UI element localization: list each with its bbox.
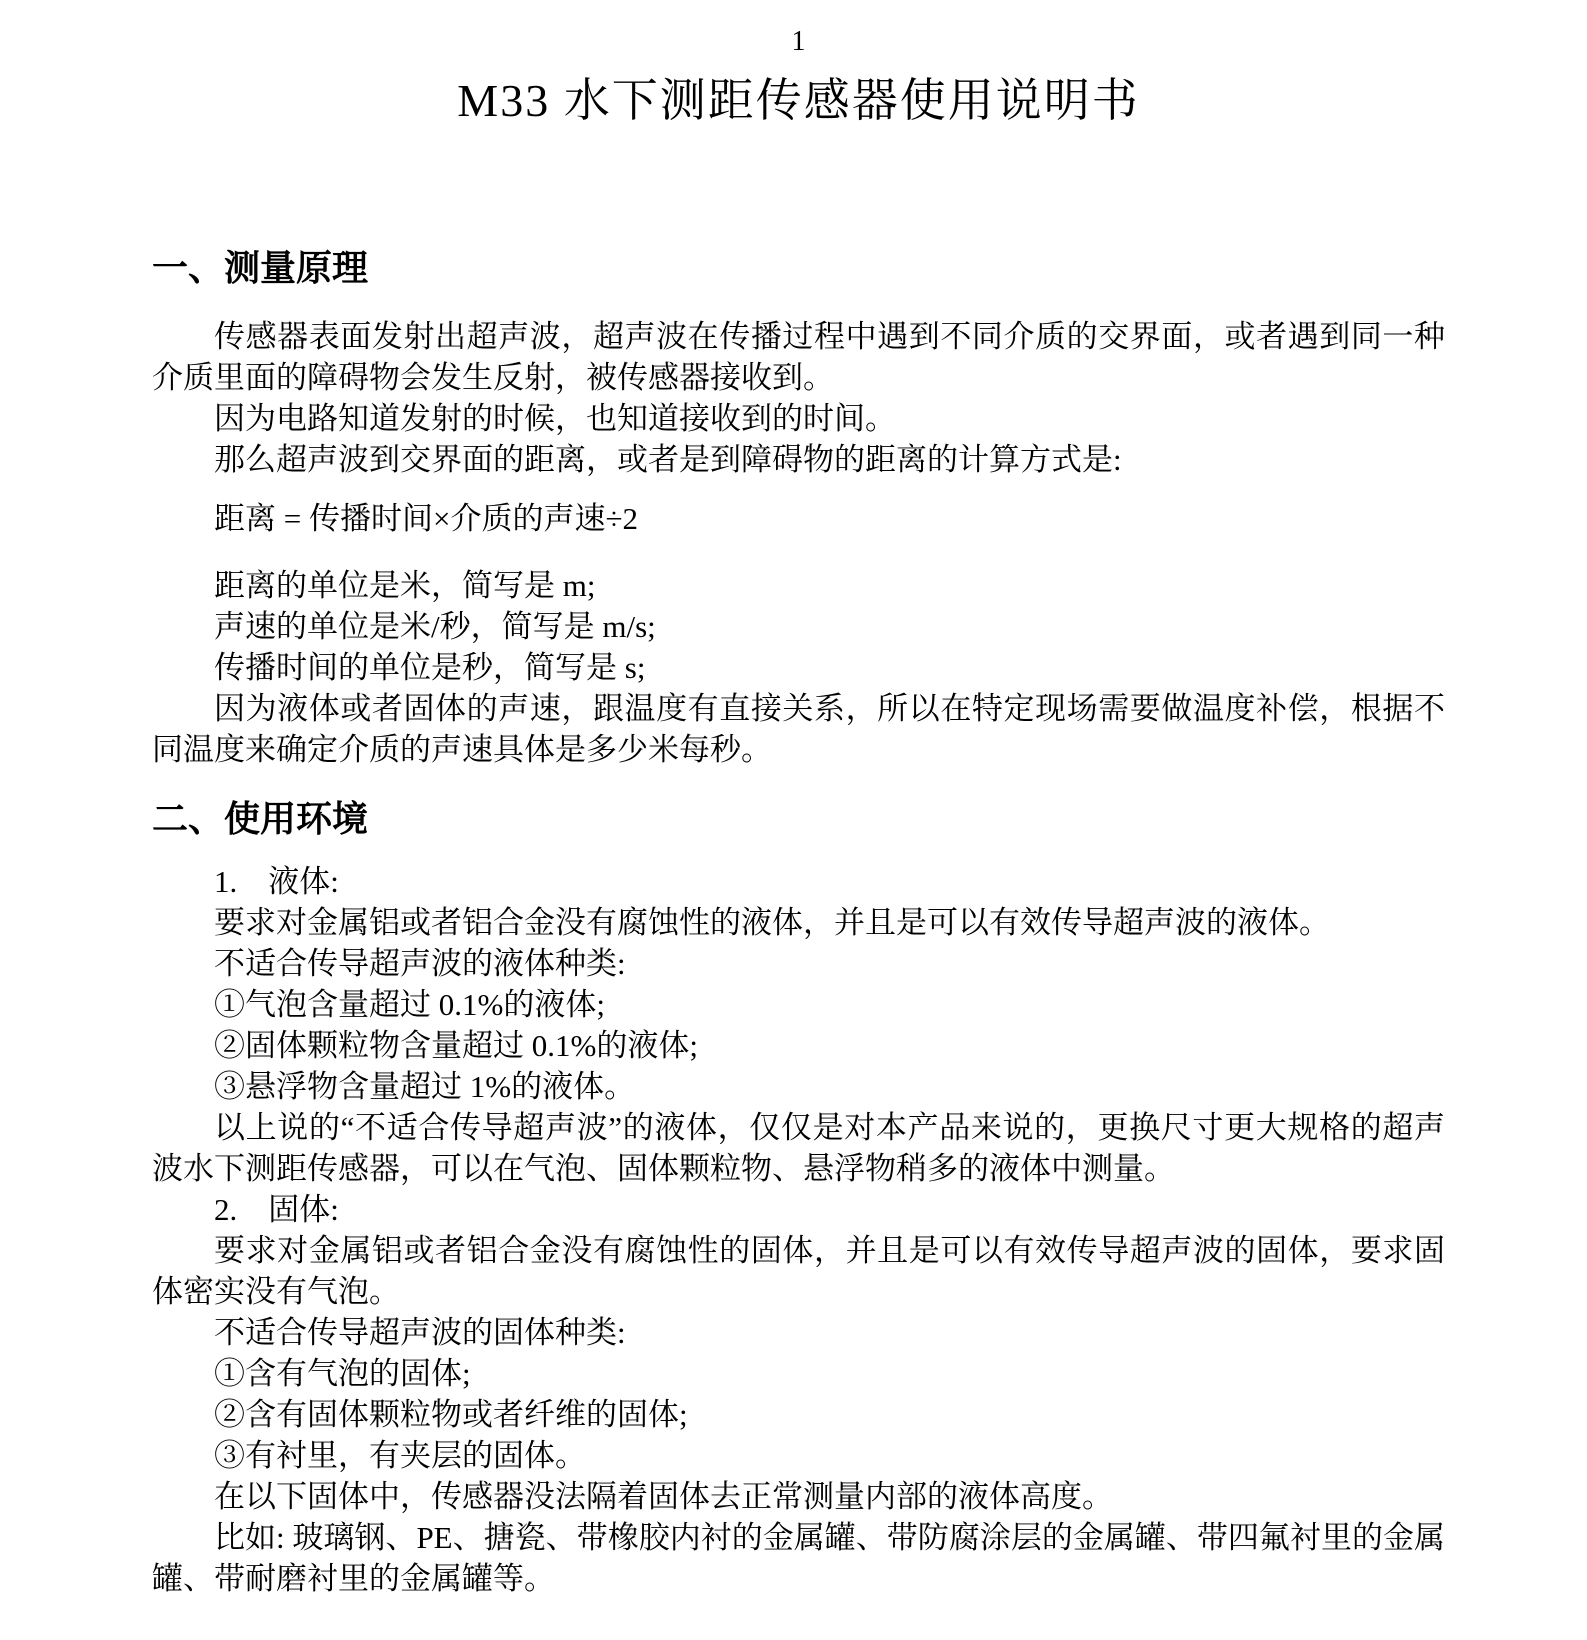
list-item-solid-2: ②含有固体颗粒物或者纤维的固体; xyxy=(214,1397,688,1432)
list-item-solid-3: ③有衬里，有夹层的固体。 xyxy=(214,1438,586,1473)
unit-sound-speed: 声速的单位是米/秒，简写是 m/s; xyxy=(214,609,656,644)
paragraph-calculation-lead: 那么超声波到交界面的距离，或者是到障碍物的距离的计算方式是: xyxy=(214,442,1122,477)
paragraph-solid-limitation: 在以下固体中，传感器没法隔着固体去正常测量内部的液体高度。 xyxy=(214,1479,1113,1514)
subheading-liquid: 1. 液体: xyxy=(214,864,339,899)
formula-distance: 距离 = 传播时间×介质的声速÷2 xyxy=(214,501,638,536)
paragraph-principle-intro: 传感器表面发射出超声波，超声波在传播过程中遇到不同介质的交界面，或者遇到同一种介质里面的障碍物会发生反射，被传感器接收到。 xyxy=(152,319,1445,395)
unit-travel-time: 传播时间的单位是秒，简写是 s; xyxy=(214,650,646,685)
list-item-liquid-2: ②固体颗粒物含量超过 0.1%的液体; xyxy=(214,1028,698,1063)
paragraph-solid-unsuitable-lead: 不适合传导超声波的固体种类: xyxy=(214,1315,626,1350)
list-item-liquid-3: ③悬浮物含量超过 1%的液体。 xyxy=(214,1069,636,1104)
unit-distance: 距离的单位是米，简写是 m; xyxy=(214,568,596,603)
list-item-solid-1: ①含有气泡的固体; xyxy=(214,1356,471,1391)
paragraph-liquid-disclaimer: 以上说的“不适合传导超声波”的液体，仅仅是对本产品来说的，更换尺寸更大规格的超声波水下测距传感器，可以在气泡、固体颗粒物、悬浮物稍多的液体中测量。 xyxy=(152,1110,1445,1186)
paragraph-solid-requirement: 要求对金属铝或者铝合金没有腐蚀性的固体，并且是可以有效传导超声波的固体，要求固体密实没有气泡。 xyxy=(152,1233,1445,1309)
section-2-heading: 二、使用环境 xyxy=(152,799,369,839)
paragraph-temperature-note: 因为液体或者固体的声速，跟温度有直接关系，所以在特定现场需要做温度补偿，根据不同温度来确定介质的声速具体是多少米每秒。 xyxy=(152,691,1445,767)
document-title: M33 水下测距传感器使用说明书 xyxy=(457,75,1140,126)
paragraph-liquid-unsuitable-lead: 不适合传导超声波的液体种类: xyxy=(214,946,626,981)
paragraph-liquid-requirement: 要求对金属铝或者铝合金没有腐蚀性的液体，并且是可以有效传导超声波的液体。 xyxy=(214,905,1330,940)
subheading-solid: 2. 固体: xyxy=(214,1192,339,1227)
paragraph-solid-examples: 比如: 玻璃钢、PE、搪瓷、带橡胶内衬的金属罐、带防腐涂层的金属罐、带四氟衬里的金属罐、带耐磨衬里的金属罐等。 xyxy=(152,1520,1445,1596)
section-1-heading: 一、测量原理 xyxy=(152,248,369,288)
list-item-liquid-1: ①气泡含量超过 0.1%的液体; xyxy=(214,987,605,1022)
page-number: 1 xyxy=(791,26,806,57)
paragraph-circuit-timing: 因为电路知道发射的时候，也知道接收到的时间。 xyxy=(214,401,896,436)
